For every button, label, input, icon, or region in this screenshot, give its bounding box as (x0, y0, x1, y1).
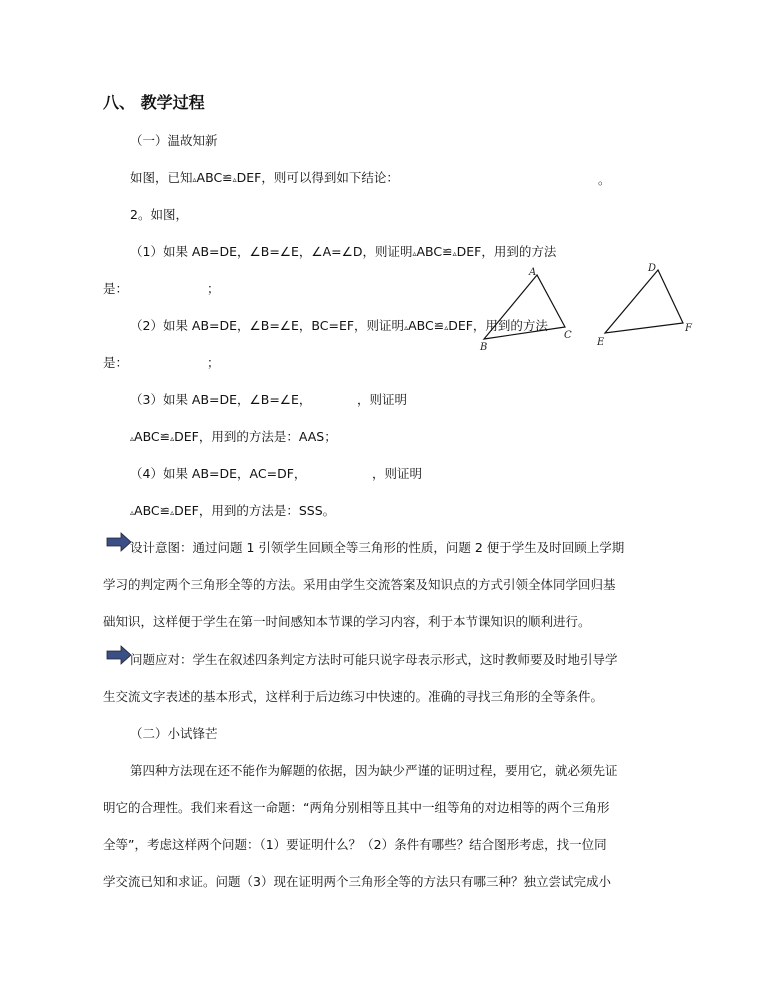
label-e: E (597, 337, 605, 348)
right-arrow-icon (106, 532, 132, 552)
paragraph-line-3: 全等”，考虑这样两个问题：（1）要证明什么？（2）条件有哪些？结合图形考虑，找一位同 (103, 837, 607, 852)
subheading-review: （一）温故知新 (130, 133, 218, 148)
subheading-practice: （二）小试锋芒 (130, 726, 218, 741)
q1-rel2: DEF，则可以得到如下结论： (236, 170, 399, 185)
condition-1-end: ； (207, 281, 220, 296)
condition-4: （4）如果 AB=DE，AC=DF， (130, 466, 307, 481)
label-d: D (648, 263, 657, 274)
triangle-symbol: ▵ (170, 434, 175, 443)
right-arrow-icon (106, 645, 132, 665)
triangle-symbol: ▵ (130, 434, 135, 443)
triangle-symbol: ▵ (192, 175, 197, 184)
label-c: C (564, 330, 572, 341)
condition-4-tail: ，则证明 (372, 466, 423, 481)
section-title: 八、 教学过程 (103, 93, 205, 112)
issue-response-line-2: 生交流文字表述的基本形式，这样利于后边练习中快速的。准确的寻找三角形的全等条件。 (103, 689, 604, 704)
question-2: 2。如图， (130, 207, 188, 222)
triangle-symbol: ▵ (170, 508, 175, 517)
label-b: B (480, 342, 488, 353)
q1-rel: ABC≌ (196, 170, 233, 185)
question-1 (130, 169, 399, 189)
design-intent-line-1: 设计意图：通过问题 1 引领学生回顾全等三角形的性质，问题 2 便于学生及时回顾上学期 (130, 540, 625, 555)
condition-2-answer-label: 是： (103, 355, 129, 370)
label-f: F (685, 323, 692, 334)
paragraph-line-1: 第四种方法现在还不能作为解题的依据，因为缺少严谨的证明过程，要用它，就必须先证 (130, 763, 618, 778)
condition-3-result: ▵ABC≌▵DEF，用到的方法是：AAS； (130, 429, 337, 444)
q1-end: 。 (598, 172, 611, 187)
triangles-figure (470, 258, 710, 358)
condition-1: （1）如果 AB=DE，∠B=∠E，∠A=∠D，则证明▵ABC≌▵DEF，用到的方法 (130, 244, 557, 259)
triangle-symbol: ▵ (444, 323, 449, 332)
q1-prefix: 如图，已知 (130, 170, 193, 185)
triangle-symbol: ▵ (130, 508, 135, 517)
condition-3-tail: ，则证明 (357, 392, 408, 407)
paragraph-line-4: 学交流已知和求证。问题（3）现在证明两个三角形全等的方法只有哪三种？独立尝试完成小 (103, 874, 611, 889)
condition-4-result: ▵ABC≌▵DEF，用到的方法是：SSS。 (130, 503, 336, 518)
condition-3: （3）如果 AB=DE，∠B=∠E， (130, 392, 312, 407)
label-a: A (529, 267, 537, 278)
design-intent-line-3: 础知识，这样便于学生在第一时间感知本节课的学习内容，利于本节课知识的顺利进行。 (103, 614, 591, 629)
triangle-abc (484, 275, 565, 339)
condition-1-answer-label: 是： (103, 281, 129, 296)
design-intent-line-2: 学习的判定两个三角形全等的方法。采用由学生交流答案及知识点的方式引领全体同学回归基 (103, 577, 616, 592)
triangle-symbol: ▵ (452, 249, 457, 258)
triangle-def (605, 270, 683, 333)
issue-response-line-1: 问题应对：学生在叙述四条判定方法时可能只说字母表示形式，这时教师要及时地引导学 (130, 652, 618, 667)
triangle-symbol: ▵ (404, 323, 409, 332)
triangle-symbol: ▵ (412, 249, 417, 258)
paragraph-line-2: 明它的合理性。我们来看这一命题：“两角分别相等且其中一组等角的对边相等的两个三角形 (103, 800, 610, 815)
condition-2-end: ； (207, 355, 220, 370)
triangle-symbol: ▵ (232, 175, 237, 184)
condition-2: （2）如果 AB=DE，∠B=∠E，BC=EF，则证明▵ABC≌▵DEF，用到的方法 (130, 318, 548, 333)
